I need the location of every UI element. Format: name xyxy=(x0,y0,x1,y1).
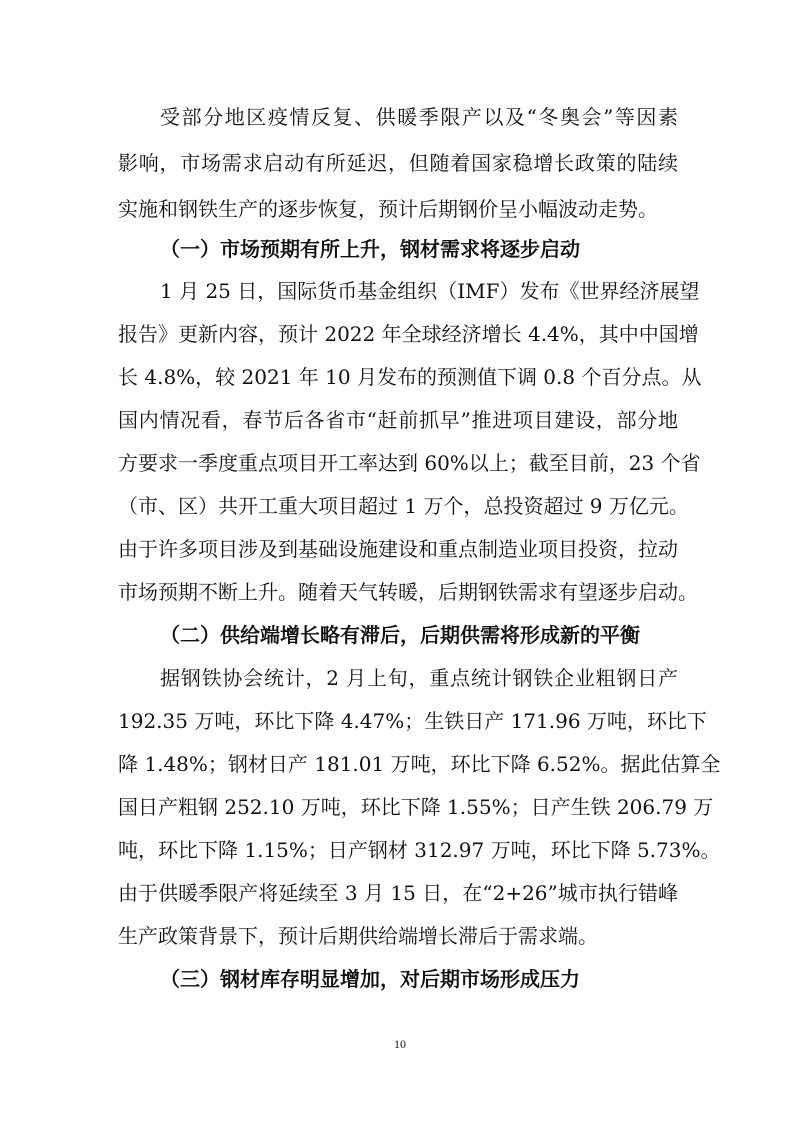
paragraph-3-line-1: 据钢铁协会统计，2 月上旬，重点统计钢铁企业粗钢日产 xyxy=(160,666,678,690)
page-number: 10 xyxy=(394,1037,406,1051)
section-heading-1: （一）市场预期有所上升，钢材需求将逐步启动 xyxy=(160,237,580,261)
paragraph-1-line-2: 影响，市场需求启动有所延迟，但随着国家稳增长政策的陆续 xyxy=(118,151,678,175)
paragraph-3-line-4: 国日产粗钢 252.10 万吨，环比下降 1.55%；日产生铁 206.79 万 xyxy=(118,795,714,819)
paragraph-3-line-5: 吨，环比下降 1.15%；日产钢材 312.97 万吨，环比下降 5.73%。 xyxy=(118,838,721,862)
paragraph-1-line-1: 受部分地区疫情反复、供暖季限产以及“冬奥会”等因素 xyxy=(160,105,678,129)
paragraph-2-line-8: 市场预期不断上升。随着天气转暖，后期钢铁需求有望逐步启动。 xyxy=(118,580,698,604)
paragraph-3-line-2: 192.35 万吨，环比下降 4.47%；生铁日产 171.96 万吨，环比下 xyxy=(118,709,707,733)
paragraph-2-line-6: （市、区）共开工重大项目超过 1 万个，总投资超过 9 万亿元。 xyxy=(118,494,689,518)
paragraph-1-line-3: 实施和钢铁生产的逐步恢复，预计后期钢价呈小幅波动走势。 xyxy=(118,197,658,221)
paragraph-3-line-3: 降 1.48%；钢材日产 181.01 万吨，环比下降 6.52%。据此估算全 xyxy=(118,752,721,776)
section-heading-2: （二）供给端增长略有滞后，后期供需将形成新的平衡 xyxy=(160,623,640,647)
paragraph-2-line-7: 由于许多项目涉及到基础设施建设和重点制造业项目投资，拉动 xyxy=(118,537,678,561)
paragraph-2-line-5: 方要求一季度重点项目开工率达到 60%以上；截至目前，23 个省 xyxy=(118,451,701,475)
paragraph-2-line-3: 长 4.8%，较 2021 年 10 月发布的预测值下调 0.8 个百分点。从 xyxy=(118,365,702,389)
paragraph-3-line-7: 生产政策背景下，预计后期供给端增长滞后于需求端。 xyxy=(118,924,598,948)
paragraph-2-line-2: 报告》更新内容，预计 2022 年全球经济增长 4.4%，其中中国增 xyxy=(118,322,699,346)
paragraph-2-line-4: 国内情况看，春节后各省市“赶前抓早”推进项目建设，部分地 xyxy=(118,408,678,432)
paragraph-3-line-6: 由于供暖季限产将延续至 3 月 15 日，在“2+26”城市执行错峰 xyxy=(118,881,678,905)
paragraph-2-line-1: 1 月 25 日，国际货币基金组织（IMF）发布《世界经济展望 xyxy=(160,279,700,303)
section-heading-3: （三）钢材库存明显增加，对后期市场形成压力 xyxy=(160,967,580,991)
